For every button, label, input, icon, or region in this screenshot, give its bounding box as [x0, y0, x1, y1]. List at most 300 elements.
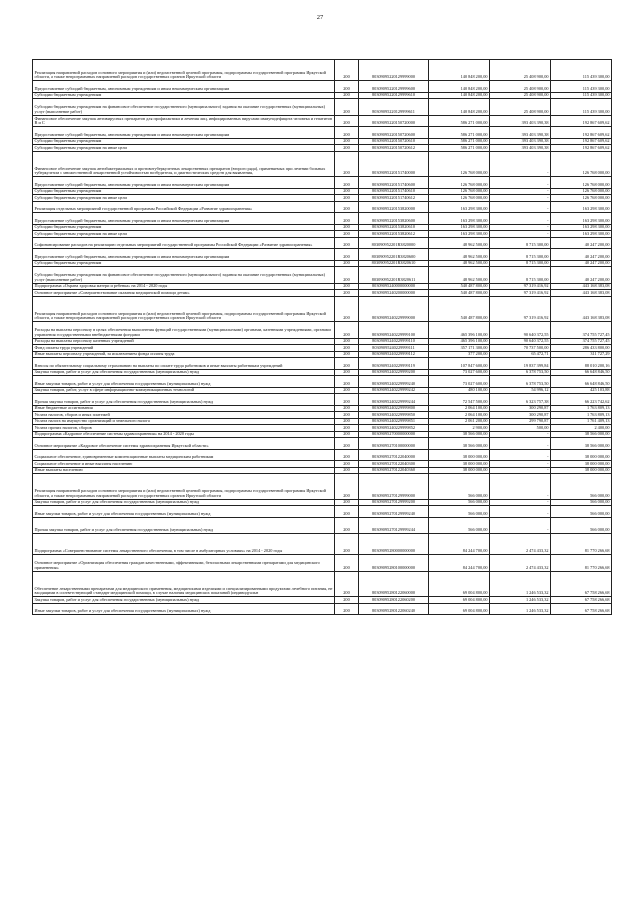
row-unexecuted-amount: 163 298 300,00	[551, 224, 612, 231]
row-budget-code: 80309095280122060200	[359, 597, 429, 604]
row-approved-amount: 126 768 000,00	[429, 195, 490, 202]
row-budget-code: 80309095240229999111	[359, 345, 429, 352]
row-description: Иные закупки товаров, работ и услуг для обеспечения государственных (муниципальных) нужд	[33, 506, 335, 518]
row-budget-code: 80309095220150720600	[359, 127, 429, 139]
row-executed-amount: 25 408 900,00	[490, 92, 551, 99]
table-row	[33, 438, 612, 450]
budget-execution-table	[32, 59, 612, 615]
row-approved-amount: 540 487 800,00	[429, 283, 490, 290]
row-unexecuted-amount: 192 867 609,62	[551, 145, 612, 152]
row-description: Иные бюджетные ассигнования	[33, 405, 335, 412]
row-unexecuted-amount: 38 566 000,00	[551, 431, 612, 438]
row-approved-amount: 566 000,00	[429, 506, 490, 518]
row-approved-amount: 69 004 800,00	[429, 603, 490, 615]
row-approved-amount: 48 962 500,00	[429, 249, 490, 261]
row-budget-code: 80309095240200000000	[359, 290, 429, 297]
row-description: Субсидии бюджетным учреждениям на иные цели	[33, 145, 335, 152]
row-line-code: 200	[335, 177, 359, 189]
row-approved-amount: 107 847 600,00	[429, 358, 490, 370]
row-budget-code: 80309095240229999112	[359, 351, 429, 358]
page-number: 27	[316, 14, 324, 21]
row-description: Основное мероприятие «Кадровое обеспечение системы здравоохранения Иркутской области»	[33, 438, 335, 450]
row-executed-amount: 393 403 390,38	[490, 138, 551, 145]
row-description: Закупка товаров, работ и услуг для обеспечения государственных (муниципальных) нужд	[33, 369, 335, 376]
row-line-code: 200	[335, 127, 359, 139]
table-body	[33, 60, 612, 615]
row-executed-amount: -	[490, 224, 551, 231]
row-description: Прочая закупка товаров, работ и услуг для обеспечения государственных (муниципальных) нужд	[33, 394, 335, 406]
row-approved-amount: 48 962 500,00	[429, 267, 490, 284]
row-unexecuted-amount: 38 000 000,00	[551, 467, 612, 474]
row-budget-code: 80309095270129999244	[359, 517, 429, 534]
row-budget-code: 80309095220150720612	[359, 145, 429, 152]
row-executed-amount: 1 246 533,32	[490, 571, 551, 597]
table-row	[33, 115, 612, 127]
row-line-code: 200	[335, 517, 359, 534]
row-executed-amount: -	[490, 438, 551, 450]
row-approved-amount: 586 271 000,00	[429, 145, 490, 152]
table-row	[33, 517, 612, 534]
row-line-code: 200	[335, 474, 359, 500]
row-line-code: 200	[335, 224, 359, 231]
row-line-code: 200	[335, 499, 359, 506]
row-description: Субсидии бюджетным учреждениям на финансовое обеспечение государственного (муниципального) задания на оказание государственных (муниципальных) услуг (выполнение работ)	[33, 99, 335, 116]
row-approved-amount: 126 768 000,00	[429, 188, 490, 195]
row-approved-amount: 586 271 000,00	[429, 115, 490, 127]
row-description: Предоставление субсидий бюджетным, автономным учреждениям и иным некоммерческим организациям	[33, 249, 335, 261]
row-approved-amount: 140 848 200,00	[429, 60, 490, 81]
row-approved-amount: 69 004 800,00	[429, 571, 490, 597]
row-executed-amount: 97 319 416,92	[490, 283, 551, 290]
row-line-code: 200	[335, 449, 359, 461]
row-line-code: 200	[335, 92, 359, 99]
row-approved-amount: 465 396 100,00	[429, 338, 490, 345]
row-line-code: 200	[335, 322, 359, 339]
row-executed-amount: 90 640 372,55	[490, 322, 551, 339]
row-budget-code: 80309095270000000000	[359, 431, 429, 438]
row-unexecuted-amount: 38 000 000,00	[551, 461, 612, 468]
row-approved-amount: 163 298 300,00	[429, 213, 490, 225]
row-description: Фонд оплаты труда учреждений	[33, 345, 335, 352]
row-approved-amount: 540 487 800,00	[429, 296, 490, 322]
row-executed-amount: -	[490, 517, 551, 534]
row-unexecuted-amount: 66 223 742,62	[551, 394, 612, 406]
row-unexecuted-amount: 126 768 000,00	[551, 195, 612, 202]
row-budget-code: 80309095240000000000	[359, 283, 429, 290]
row-description: Субсидии бюджетным учреждениям на иные цели	[33, 231, 335, 238]
row-executed-amount: -	[490, 474, 551, 500]
row-unexecuted-amount: 126 768 000,00	[551, 188, 612, 195]
row-line-code: 200	[335, 345, 359, 352]
row-unexecuted-amount: 40 247 200,00	[551, 249, 612, 261]
row-approved-amount: 465 396 100,00	[429, 322, 490, 339]
row-description: Субсидии бюджетным учреждениям	[33, 224, 335, 231]
row-executed-amount: -	[490, 231, 551, 238]
row-executed-amount: 25 408 900,00	[490, 60, 551, 81]
row-approved-amount: 163 298 300,00	[429, 224, 490, 231]
row-approved-amount: 38 000 000,00	[429, 449, 490, 461]
row-budget-code: 80309095240229999850	[359, 412, 429, 419]
row-line-code: 200	[335, 249, 359, 261]
row-executed-amount: 65 472,71	[490, 351, 551, 358]
row-description: Социальное обеспечение, единовременные компенсационные выплаты медицинским работникам	[33, 449, 335, 461]
row-unexecuted-amount: 374 755 727,45	[551, 338, 612, 345]
row-executed-amount: 8 715 300,00	[490, 237, 551, 249]
row-executed-amount: 2 474 433,32	[490, 534, 551, 555]
row-approved-amount: 586 271 000,00	[429, 138, 490, 145]
row-executed-amount: 19 837 399,84	[490, 358, 551, 370]
row-budget-code: 80309095240229999242	[359, 387, 429, 394]
row-line-code: 200	[335, 283, 359, 290]
row-approved-amount: 72 547 500,00	[429, 394, 490, 406]
table-row	[33, 99, 612, 116]
row-budget-code: 80309095240229999852	[359, 425, 429, 432]
row-executed-amount: 8 715 300,00	[490, 260, 551, 267]
row-budget-code: 80309095240229999800	[359, 405, 429, 412]
row-line-code: 200	[335, 260, 359, 267]
row-unexecuted-amount: 163 298 300,00	[551, 231, 612, 238]
row-executed-amount: 393 403 390,38	[490, 145, 551, 152]
row-line-code: 200	[335, 431, 359, 438]
row-unexecuted-amount: 566 000,00	[551, 474, 612, 500]
row-executed-amount: -	[490, 201, 551, 213]
row-description: Субсидии бюджетным учреждениям на иные цели	[33, 195, 335, 202]
row-executed-amount: -	[490, 449, 551, 461]
row-unexecuted-amount: 1 761 409,13	[551, 418, 612, 425]
row-unexecuted-amount: 126 768 000,00	[551, 151, 612, 177]
row-description: Финансовое обеспечение закупок антибактериальных и противотуберкулезных лекарственных препаратов (второго ряда), применяемых при лечении больных туберкулезом с множественной лекарственной устойчивостью возбудителя, и диагностических средств для выявления,	[33, 151, 335, 177]
row-unexecuted-amount: 40 247 200,00	[551, 260, 612, 267]
table-row	[33, 81, 612, 93]
row-executed-amount: 300 290,87	[490, 412, 551, 419]
row-executed-amount: -	[490, 213, 551, 225]
row-unexecuted-amount: 566 000,00	[551, 517, 612, 534]
row-budget-code: 80309095270100000000	[359, 438, 429, 450]
row-executed-amount: 8 715 300,00	[490, 249, 551, 261]
row-budget-code: 80309095240229999000	[359, 296, 429, 322]
row-budget-code: 80309095220129999600	[359, 81, 429, 93]
table-row	[33, 555, 612, 572]
row-line-code: 200	[335, 603, 359, 615]
row-unexecuted-amount: 81 770 266,68	[551, 555, 612, 572]
row-line-code: 200	[335, 138, 359, 145]
row-unexecuted-amount: 81 770 266,68	[551, 534, 612, 555]
row-executed-amount: 70 737 500,00	[490, 345, 551, 352]
row-budget-code: 80309095270122040360	[359, 467, 429, 474]
row-budget-code: 80309095220153820000	[359, 201, 429, 213]
row-approved-amount: 140 848 200,00	[429, 81, 490, 93]
table-row	[33, 322, 612, 339]
row-approved-amount: 38 000 000,00	[429, 467, 490, 474]
row-description: Субсидии бюджетным учреждениям	[33, 188, 335, 195]
row-approved-amount: 2 064 100,00	[429, 405, 490, 412]
row-budget-code: 80309095240229999851	[359, 418, 429, 425]
row-executed-amount: -	[490, 506, 551, 518]
row-budget-code: 80309095240229999110	[359, 338, 429, 345]
row-line-code: 200	[335, 376, 359, 388]
row-budget-code: 80309095280000000000	[359, 534, 429, 555]
row-line-code: 200	[335, 188, 359, 195]
row-unexecuted-amount: 40 247 200,00	[551, 237, 612, 249]
row-line-code: 200	[335, 506, 359, 518]
row-unexecuted-amount: 38 000 000,00	[551, 449, 612, 461]
row-executed-amount: 299 790,87	[490, 418, 551, 425]
row-budget-code: 80309095220153820610	[359, 224, 429, 231]
row-approved-amount: 38 566 000,00	[429, 438, 490, 450]
row-executed-amount: 8 715 300,00	[490, 267, 551, 284]
row-approved-amount: 84 244 700,00	[429, 534, 490, 555]
row-unexecuted-amount: 2 400,00	[551, 425, 612, 432]
row-description: Уплата налога на имущество организаций и земельного налога	[33, 418, 335, 425]
table-row	[33, 571, 612, 597]
row-line-code: 200	[335, 195, 359, 202]
row-description: Взносы по обязательному социальному страхованию на выплаты по оплате труда работников и иные выплаты работникам учреждений	[33, 358, 335, 370]
row-description: Иные выплаты населению	[33, 467, 335, 474]
row-description: Подпрограмма «Совершенствование системы лекарственного обеспечения, в том числе в амбулаторных условиях» на 2014 - 2020 годы	[33, 534, 335, 555]
row-executed-amount: 97 319 416,92	[490, 290, 551, 297]
row-executed-amount: -	[490, 499, 551, 506]
row-line-code: 200	[335, 151, 359, 177]
row-budget-code: 80309095270122040300	[359, 461, 429, 468]
row-unexecuted-amount: 67 758 266,68	[551, 571, 612, 597]
row-line-code: 200	[335, 290, 359, 297]
table-row	[33, 358, 612, 370]
row-description: Иные закупки товаров, работ и услуг для обеспечения государственных (муниципальных) нужд	[33, 376, 335, 388]
row-line-code: 200	[335, 467, 359, 474]
table-row	[33, 201, 612, 213]
table-row	[33, 237, 612, 249]
row-approved-amount: 48 962 500,00	[429, 260, 490, 267]
row-unexecuted-amount: 374 755 727,45	[551, 322, 612, 339]
row-budget-code: 80309095220150720610	[359, 138, 429, 145]
row-description: Иные закупки товаров, работ и услуг для обеспечения государственных (муниципальных) нужд	[33, 603, 335, 615]
row-line-code: 200	[335, 213, 359, 225]
row-description: Реализация отдельных мероприятий государственной программы Российской Федерации «Развитие здравоохранения»	[33, 201, 335, 213]
row-approved-amount: 38 566 000,00	[429, 431, 490, 438]
table-row	[33, 474, 612, 500]
row-executed-amount: 90 640 372,55	[490, 338, 551, 345]
row-budget-code: 80309095220150720000	[359, 115, 429, 127]
row-unexecuted-amount: 443 168 383,08	[551, 283, 612, 290]
row-budget-code: 80309095240229999119	[359, 358, 429, 370]
row-budget-code: 80309095280122060240	[359, 603, 429, 615]
row-line-code: 200	[335, 358, 359, 370]
row-approved-amount: 84 244 700,00	[429, 555, 490, 572]
row-line-code: 200	[335, 555, 359, 572]
row-unexecuted-amount: 40 247 200,00	[551, 267, 612, 284]
row-unexecuted-amount: 425 103,88	[551, 387, 612, 394]
row-executed-amount: 393 403 390,38	[490, 115, 551, 127]
row-description: Прочая закупка товаров, работ и услуг для обеспечения государственных (муниципальных) нужд	[33, 517, 335, 534]
row-line-code: 200	[335, 231, 359, 238]
row-line-code: 200	[335, 237, 359, 249]
row-line-code: 200	[335, 115, 359, 127]
row-description: Основное мероприятие «Организация обеспечения граждан качественными, эффективными, безопасными лекарственными препаратами для медицинского применения»	[33, 555, 335, 572]
table-row	[33, 151, 612, 177]
row-unexecuted-amount: 192 867 609,62	[551, 138, 612, 145]
row-approved-amount: 540 487 800,00	[429, 290, 490, 297]
row-description: Субсидии бюджетным учреждениям	[33, 260, 335, 267]
row-line-code: 200	[335, 418, 359, 425]
row-approved-amount: 480 100,00	[429, 387, 490, 394]
row-executed-amount: 54 996,12	[490, 387, 551, 394]
table-row	[33, 506, 612, 518]
row-unexecuted-amount: 115 439 300,00	[551, 99, 612, 116]
row-line-code: 200	[335, 351, 359, 358]
table-row	[33, 449, 612, 461]
table-row	[33, 296, 612, 322]
row-description: Подпрограмма «Кадровое обеспечение системы здравоохранения» на 2014 - 2020 годы	[33, 431, 335, 438]
row-unexecuted-amount: 115 439 300,00	[551, 81, 612, 93]
row-executed-amount: 500,00	[490, 425, 551, 432]
row-executed-amount: 6 378 753,50	[490, 376, 551, 388]
table-row	[33, 249, 612, 261]
row-line-code: 200	[335, 60, 359, 81]
row-approved-amount: 2 061 200,00	[429, 418, 490, 425]
row-description: Закупка товаров, работ и услуг для обеспечения государственных (муниципальных) нужд	[33, 597, 335, 604]
row-approved-amount: 163 298 300,00	[429, 231, 490, 238]
row-executed-amount: -	[490, 461, 551, 468]
table-row	[33, 60, 612, 81]
row-line-code: 200	[335, 267, 359, 284]
row-description: Предоставление субсидий бюджетным, автономным учреждениям и иным некоммерческим организациям	[33, 127, 335, 139]
row-executed-amount: 393 403 390,38	[490, 127, 551, 139]
row-executed-amount: 2 474 433,32	[490, 555, 551, 572]
row-unexecuted-amount: 163 298 300,00	[551, 201, 612, 213]
row-executed-amount: 25 408 900,00	[490, 81, 551, 93]
row-line-code: 200	[335, 438, 359, 450]
row-approved-amount: 377 200,00	[429, 351, 490, 358]
table-row	[33, 394, 612, 406]
row-budget-code: 80309095280122060000	[359, 571, 429, 597]
row-budget-code: 80309095220153820600	[359, 213, 429, 225]
row-description: Подпрограмма «Охрана здоровья матери и ребенка» на 2014 - 2020 годы	[33, 283, 335, 290]
row-approved-amount: 2 064 100,00	[429, 412, 490, 419]
row-line-code: 200	[335, 201, 359, 213]
row-budget-code: 80309095270122040000	[359, 449, 429, 461]
row-approved-amount: 69 004 800,00	[429, 597, 490, 604]
table-row	[33, 603, 612, 615]
table-row	[33, 376, 612, 388]
row-approved-amount: 73 027 600,00	[429, 369, 490, 376]
row-unexecuted-amount: 286 433 800,00	[551, 345, 612, 352]
row-budget-code: 80309095280100000000	[359, 555, 429, 572]
row-line-code: 200	[335, 145, 359, 152]
table-row	[33, 127, 612, 139]
row-budget-code: 803090952201R3820000	[359, 237, 429, 249]
table-row	[33, 534, 612, 555]
row-description: Социальное обеспечение и иные выплаты населению	[33, 461, 335, 468]
row-approved-amount: 126 768 000,00	[429, 177, 490, 189]
row-description: Реализация направлений расходов основного мероприятия и (или) ведомственной целевой программы, подпрограммы государственной программы Иркутской области, а также непрограммных направлений расходов государственных органов Иркутской области	[33, 474, 335, 500]
row-approved-amount: 140 848 200,00	[429, 99, 490, 116]
row-executed-amount: 97 319 416,92	[490, 296, 551, 322]
row-description: Расходы на выплаты персоналу казенных учреждений	[33, 338, 335, 345]
row-line-code: 200	[335, 597, 359, 604]
row-line-code: 200	[335, 387, 359, 394]
row-approved-amount: 566 000,00	[429, 474, 490, 500]
row-unexecuted-amount: 443 168 383,08	[551, 296, 612, 322]
row-budget-code: 80309095270129999000	[359, 474, 429, 500]
row-executed-amount: -	[490, 467, 551, 474]
row-budget-code: 80309095220151740000	[359, 151, 429, 177]
row-description: Закупка товаров, работ, услуг в сфере информационно-коммуникационных технологий	[33, 387, 335, 394]
row-approved-amount: 357 171 300,00	[429, 345, 490, 352]
row-unexecuted-amount: 115 439 300,00	[551, 92, 612, 99]
table-row	[33, 213, 612, 225]
row-description: Закупка товаров, работ и услуг для обеспечения государственных (муниципальных) нужд	[33, 499, 335, 506]
row-executed-amount: 1 246 533,32	[490, 603, 551, 615]
row-approved-amount: 2 900,00	[429, 425, 490, 432]
row-description: Субсидии бюджетным учреждениям	[33, 92, 335, 99]
row-budget-code: 80309095220151740610	[359, 188, 429, 195]
row-budget-code: 803090952201R3820600	[359, 249, 429, 261]
row-budget-code: 80309095220129999610	[359, 92, 429, 99]
row-executed-amount: 6 378 753,50	[490, 369, 551, 376]
row-unexecuted-amount: 566 000,00	[551, 499, 612, 506]
row-executed-amount: 300 290,87	[490, 405, 551, 412]
row-line-code: 200	[335, 296, 359, 322]
row-line-code: 200	[335, 338, 359, 345]
row-description: Уплата налогов, сборов и иных платежей	[33, 412, 335, 419]
row-description: Уплата прочих налогов, сборов	[33, 425, 335, 432]
row-line-code: 200	[335, 412, 359, 419]
row-approved-amount: 126 768 000,00	[429, 151, 490, 177]
row-budget-code: 80309095240229999200	[359, 369, 429, 376]
row-budget-code: 80309095240229999100	[359, 322, 429, 339]
row-line-code: 200	[335, 425, 359, 432]
row-executed-amount: 1 246 533,32	[490, 597, 551, 604]
row-approved-amount: 140 848 200,00	[429, 92, 490, 99]
row-budget-code: 80309095270129999240	[359, 506, 429, 518]
row-budget-code: 80309095220153820612	[359, 231, 429, 238]
row-approved-amount: 73 027 600,00	[429, 376, 490, 388]
row-executed-amount: -	[490, 431, 551, 438]
table-row	[33, 177, 612, 189]
row-budget-code: 80309095220129999000	[359, 60, 429, 81]
row-line-code: 200	[335, 461, 359, 468]
row-executed-amount: -	[490, 151, 551, 177]
row-description: Субсидии бюджетным учреждениям на финансовое обеспечение государственного (муниципального) задания на оказание государственных (муниципальных) услуг (выполнение работ)	[33, 267, 335, 284]
row-unexecuted-amount: 192 867 609,62	[551, 127, 612, 139]
row-unexecuted-amount: 115 439 300,00	[551, 60, 612, 81]
row-executed-amount: -	[490, 195, 551, 202]
row-approved-amount: 38 000 000,00	[429, 461, 490, 468]
row-description: Предоставление субсидий бюджетным, автономным учреждениям и иным некоммерческим организациям	[33, 81, 335, 93]
row-line-code: 200	[335, 81, 359, 93]
row-unexecuted-amount: 443 168 383,08	[551, 290, 612, 297]
row-description: Предоставление субсидий бюджетным, автономным учреждениям и иным некоммерческим организациям	[33, 177, 335, 189]
row-description: Обеспечение лекарственными препаратами для медицинского применения, медицинскими изделиями и специализированными продуктами лечебного питания, не входящими в соответствующий стандарт медицинской помощи, в случае наличия медицинских показаний (индивидуальн	[33, 571, 335, 597]
row-description: Реализация направлений расходов основного мероприятия и (или) ведомственной целевой программы, подпрограммы государственной программы Иркутской области, а также непрограммных направлений расходов государственных органов Иркутской области	[33, 60, 335, 81]
row-description: Финансовое обеспечение закупок антивирусных препаратов для профилактики и лечения лиц, инфицированных вирусами иммунодефицита человека и гепатитов B и C	[33, 115, 335, 127]
row-description: Софинансирование расходов на реализацию отдельных мероприятий государственной программы Российской Федерации «Развитие здравоохранения»	[33, 237, 335, 249]
row-unexecuted-amount: 66 648 846,50	[551, 369, 612, 376]
table-row	[33, 267, 612, 284]
row-unexecuted-amount: 163 298 300,00	[551, 213, 612, 225]
row-budget-code: 803090952201R3820610	[359, 260, 429, 267]
row-executed-amount: -	[490, 188, 551, 195]
row-budget-code: 80309095270129999200	[359, 499, 429, 506]
row-description: Иные выплаты персоналу учреждений, за исключением фонда оплаты труда	[33, 351, 335, 358]
row-approved-amount: 566 000,00	[429, 517, 490, 534]
row-executed-amount: -	[490, 177, 551, 189]
row-description: Предоставление субсидий бюджетным, автономным учреждениям и иным некоммерческим организациям	[33, 213, 335, 225]
row-budget-code: 80309095240229999244	[359, 394, 429, 406]
row-line-code: 200	[335, 394, 359, 406]
row-unexecuted-amount: 67 758 266,68	[551, 603, 612, 615]
row-unexecuted-amount: 66 648 846,50	[551, 376, 612, 388]
